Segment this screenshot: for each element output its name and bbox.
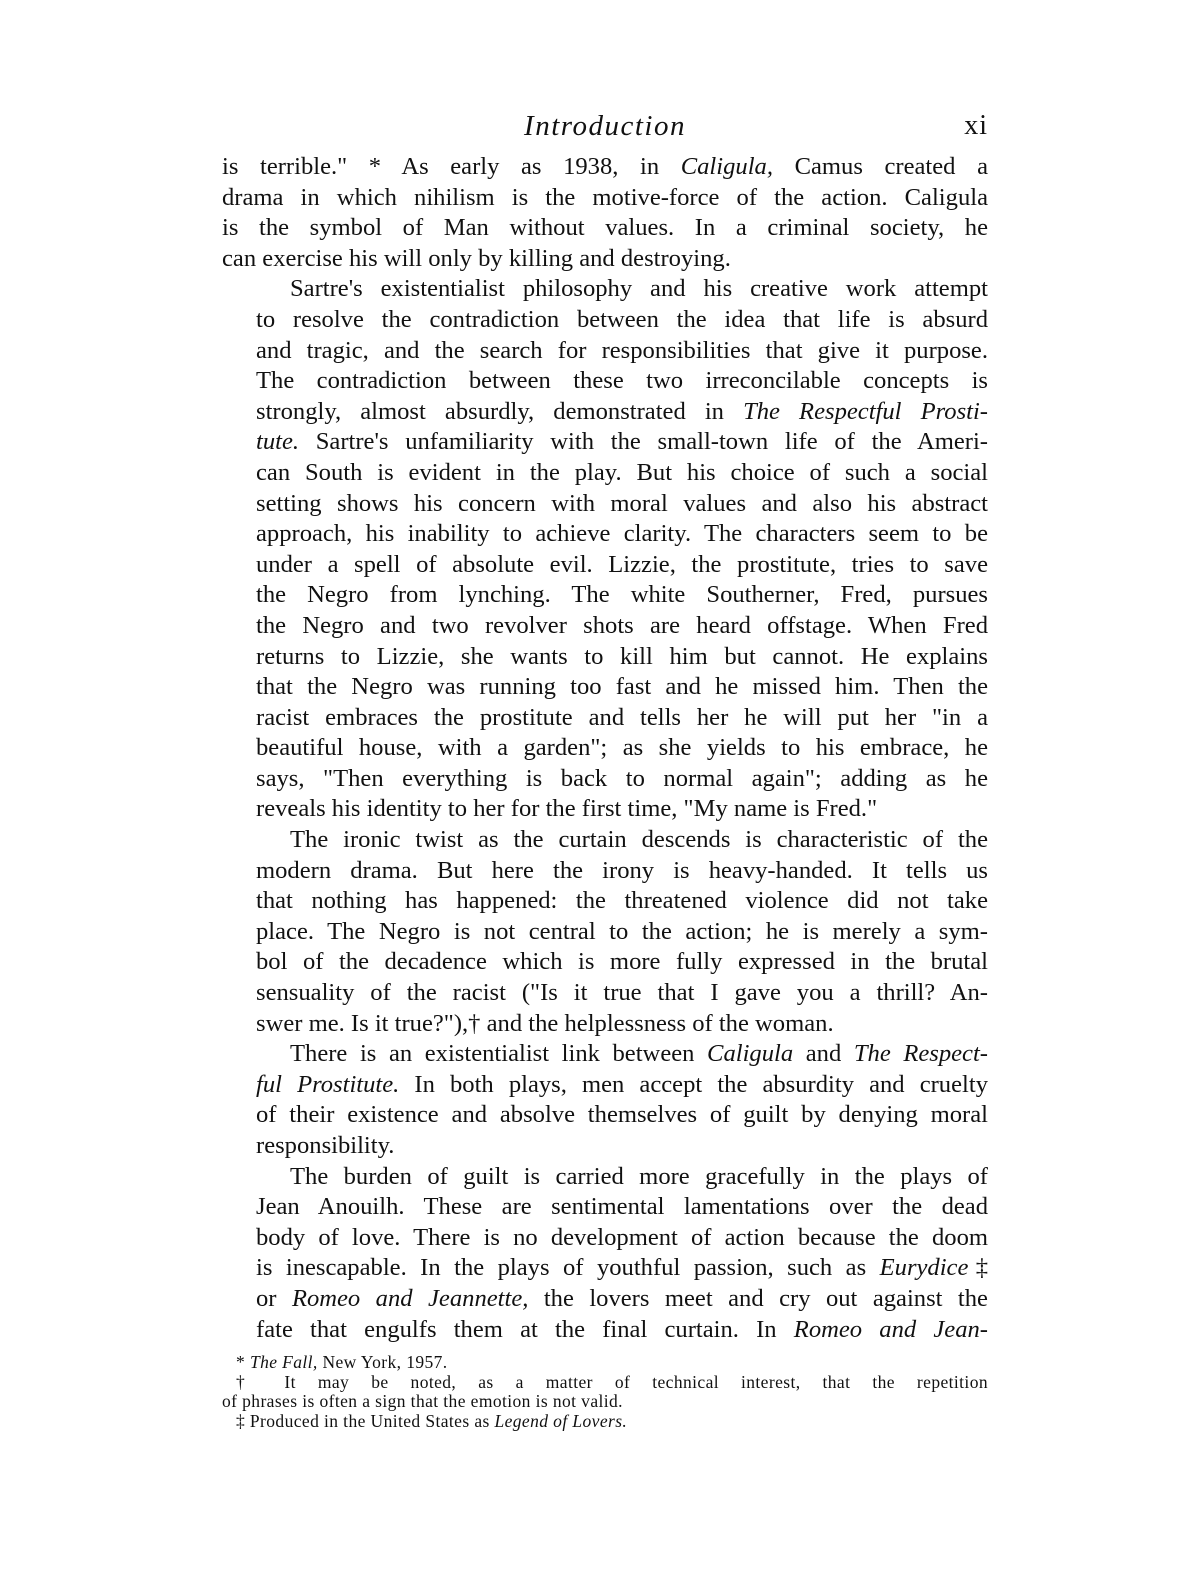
paragraph xyxy=(222,1162,988,1346)
text-line: is inescapable. In the plays of youthful passion, such as Eurydice‡ xyxy=(256,1254,989,1282)
text-line: The ironic twist as the curtain descends is characteristic of the xyxy=(290,826,988,854)
footnote-line: ‡ Produced in the United States as Legend of Lovers. xyxy=(236,1410,628,1431)
text-line: is the symbol of Man without values. In a criminal society, he xyxy=(222,214,988,242)
text-line: the Negro from lynching. The white Southerner, Fred, pursues xyxy=(256,581,988,609)
page-number: xi xyxy=(964,110,988,141)
text-line: ful Prostitute. In both plays, men accept the absurdity and cruelty xyxy=(256,1070,988,1098)
text-line: swer me. Is it true?"),† and the helplessness of the woman. xyxy=(256,1009,834,1037)
text-line: Sartre's existentialist philosophy and his creative work attempt xyxy=(290,275,988,303)
paragraph xyxy=(222,1039,988,1161)
text-line: drama in which nihilism is the motive-force of the action. Caligula xyxy=(222,183,988,211)
text-line: says, "Then everything is back to normal again"; adding as he xyxy=(256,764,988,792)
text-line: under a spell of absolute evil. Lizzie, the prostitute, tries to save xyxy=(256,550,988,578)
text-line: to resolve the contradiction between the idea that life is absurd xyxy=(256,305,988,333)
text-line: and tragic, and the search for responsibilities that give it purpose. xyxy=(256,336,988,364)
text-line: or Romeo and Jeannette, the lovers meet and cry out against the xyxy=(256,1284,988,1312)
text-line: returns to Lizzie, she wants to kill him but cannot. He explains xyxy=(256,642,988,670)
text-line: that nothing has happened: the threatened violence did not take xyxy=(256,887,988,915)
text-line: body of love. There is no development of action because the doom xyxy=(256,1223,988,1251)
paragraph xyxy=(222,825,988,1039)
text-line: that the Negro was running too fast and he missed him. Then the xyxy=(256,673,988,701)
text-line: strongly, almost absurdly, demonstrated in The Respectful Prosti- xyxy=(256,397,988,425)
text-line: can exercise his will only by killing and destroying. xyxy=(222,244,731,272)
text-line: racist embraces the prostitute and tells her he will put her "in a xyxy=(256,703,988,731)
text-line: of their existence and absolve themselves of guilt by denying moral xyxy=(256,1101,988,1129)
text-line: bol of the decadence which is more fully expressed in the brutal xyxy=(256,948,988,976)
text-line: the Negro and two revolver shots are heard offstage. When Fred xyxy=(256,611,988,639)
footnote xyxy=(222,1373,988,1412)
text-line: beautiful house, with a garden"; as she yields to his embrace, he xyxy=(256,734,988,762)
text-line: responsibility. xyxy=(256,1132,395,1159)
text-line: Jean Anouilh. These are sentimental lamentations over the dead xyxy=(256,1193,988,1221)
running-title: Introduction xyxy=(524,110,686,142)
text-line: is terrible." * As early as 1938, in Caligula, Camus created a xyxy=(222,153,988,180)
body-text xyxy=(222,152,988,1345)
text-line: fate that engulfs them at the final curtain. In Romeo and Jean- xyxy=(256,1315,988,1343)
text-line: tute. Sartre's unfamiliarity with the small-town life of the Ameri- xyxy=(256,428,988,456)
text-line: The contradiction between these two irreconcilable concepts is xyxy=(256,367,988,395)
footnote xyxy=(222,1412,988,1432)
footnotes xyxy=(222,1353,988,1431)
running-head xyxy=(222,108,988,152)
book-page xyxy=(222,108,988,1431)
text-line: setting shows his concern with moral values and also his abstract xyxy=(256,489,988,517)
footnote-line: † It may be noted, as a matter of technical interest, that the repetition xyxy=(236,1371,988,1392)
text-line: reveals his identity to her for the first time, "My name is Fred." xyxy=(256,795,878,823)
footnote-line: of phrases is often a sign that the emotion is not valid. xyxy=(222,1391,623,1412)
text-line: modern drama. But here the irony is heavy-handed. It tells us xyxy=(256,856,988,884)
text-line: approach, his inability to achieve clarity. The characters seem to be xyxy=(256,520,988,548)
paragraph xyxy=(222,274,988,825)
text-line: There is an existentialist link between Caligula and The Respect- xyxy=(290,1040,988,1068)
footnote-line: * The Fall, New York, 1957. xyxy=(236,1352,448,1373)
text-line: can South is evident in the play. But his choice of such a social xyxy=(256,458,988,486)
paragraph xyxy=(222,152,988,274)
text-line: sensuality of the racist ("Is it true that I gave you a thrill? An- xyxy=(256,979,988,1007)
text-line: place. The Negro is not central to the action; he is merely a sym- xyxy=(256,917,988,945)
text-line: The burden of guilt is carried more gracefully in the plays of xyxy=(290,1162,988,1190)
footnote xyxy=(222,1353,988,1373)
